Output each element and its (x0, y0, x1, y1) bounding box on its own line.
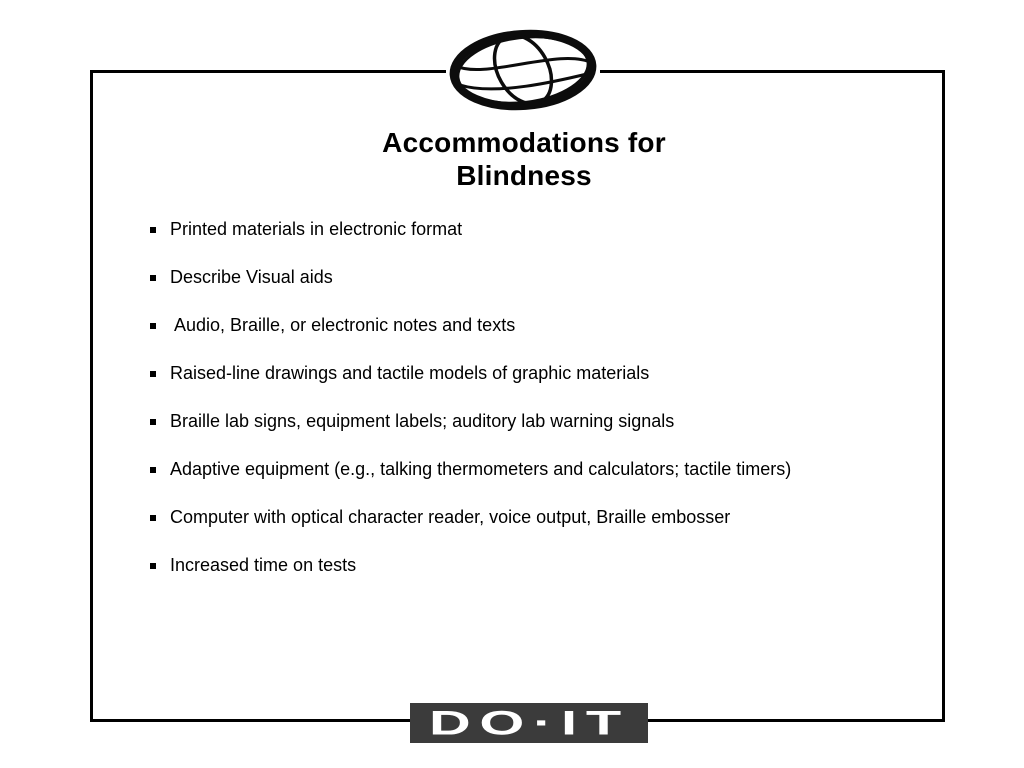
list-item (150, 506, 791, 528)
bullet-text: Adaptive equipment (e.g., talking thermometers and calculators; tactile timers) (170, 458, 792, 479)
square-bullet-icon (150, 563, 156, 569)
doit-logo-text: DO·IT (428, 703, 630, 742)
bullet-text: Increased time on tests (170, 554, 357, 575)
list-item (150, 218, 791, 240)
square-bullet-icon (150, 323, 156, 329)
list-item (150, 554, 791, 576)
bullet-text: Braille lab signs, equipment labels; auditory lab warning signals (170, 410, 675, 431)
doit-logo (410, 703, 648, 743)
list-item (150, 266, 791, 288)
list-item (150, 458, 791, 480)
bullet-list (150, 218, 791, 602)
square-bullet-icon (150, 467, 156, 473)
globe-logo (446, 22, 600, 118)
title-line-1: Accommodations for (382, 127, 666, 158)
list-item (150, 410, 791, 432)
bullet-text: Audio, Braille, or electronic notes and texts (170, 314, 516, 335)
square-bullet-icon (150, 227, 156, 233)
bullet-text: Computer with optical character reader, voice output, Braille embosser (170, 506, 731, 527)
square-bullet-icon (150, 275, 156, 281)
square-bullet-icon (150, 515, 156, 521)
page-title (24, 126, 1024, 192)
bullet-text: Raised-line drawings and tactile models of graphic materials (170, 362, 650, 383)
square-bullet-icon (150, 371, 156, 377)
square-bullet-icon (150, 419, 156, 425)
title-line-2: Blindness (456, 160, 592, 191)
bullet-text: Printed materials in electronic format (170, 218, 463, 239)
bullet-text: Describe Visual aids (170, 266, 333, 287)
list-item (150, 362, 791, 384)
list-item (150, 314, 791, 336)
globe-sketch-icon (448, 26, 598, 114)
